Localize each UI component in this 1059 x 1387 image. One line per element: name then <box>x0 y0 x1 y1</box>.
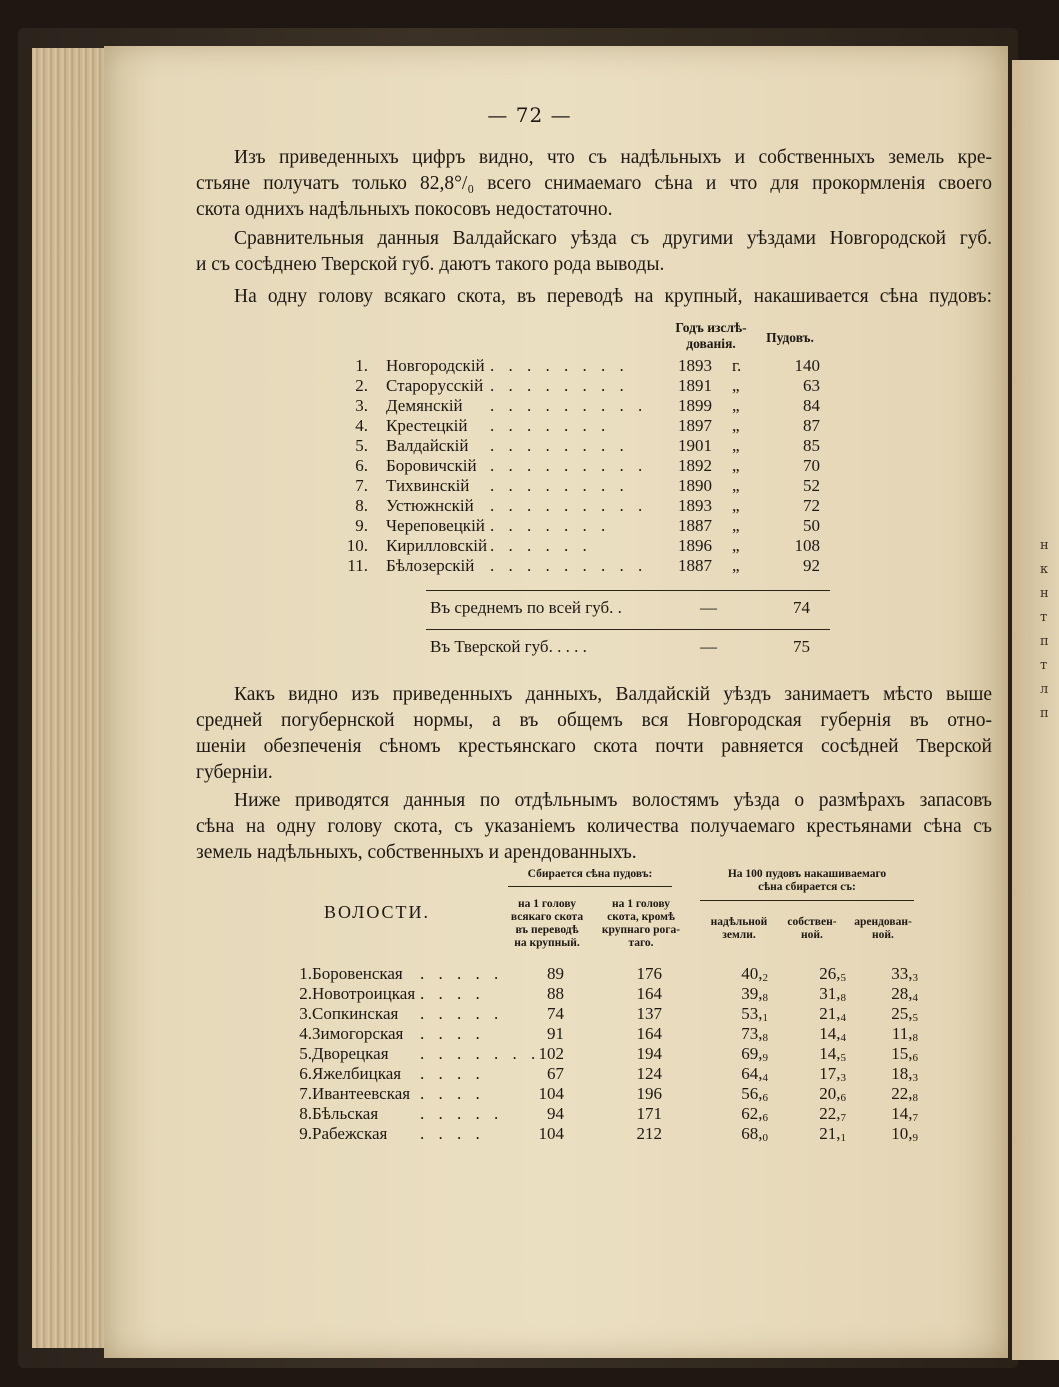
row-number: 2. <box>355 376 368 395</box>
decimal-comma: , <box>758 1004 763 1023</box>
rented-land-share-integer: 28 <box>891 984 909 1003</box>
district-name: Бѣлозерскій <box>386 556 475 575</box>
own-land-share-integer: 31 <box>819 984 837 1003</box>
district-name: Новгородскій <box>386 356 485 375</box>
year-mark: „ <box>732 516 740 535</box>
facing-page-letter: н <box>1040 586 1049 601</box>
volost-name: Бѣльская <box>312 1104 379 1123</box>
facing-page-letter: к <box>1040 562 1049 577</box>
allotment-land-share <box>722 1064 768 1084</box>
row-number: 4. <box>355 416 368 435</box>
year-mark: „ <box>732 376 740 395</box>
rented-land-share <box>872 964 918 984</box>
survey-year: 1901 <box>678 436 712 455</box>
paragraph-5-line: земель надѣльныхъ, собственныхъ и арендованныхъ. <box>196 842 637 863</box>
own-land-share <box>800 1104 846 1124</box>
leader-dots: . . . . <box>420 1124 485 1143</box>
leader-dots: . . . . <box>420 1084 485 1103</box>
hay-per-head: 67 <box>547 1064 564 1083</box>
table1-row <box>340 356 820 376</box>
allotment-land-share-integer: 69 <box>741 1044 759 1063</box>
row-number: 1. <box>355 356 368 375</box>
table1-average-value: 74 <box>793 598 810 617</box>
decimal-comma: , <box>908 1024 913 1043</box>
decimal-comma: , <box>908 964 913 983</box>
own-land-share-integer: 14 <box>819 1024 837 1043</box>
table2-row <box>276 1104 916 1124</box>
table1-header-year: Годъ изслѣ- дованія. <box>675 320 747 351</box>
table2-group2-rule <box>700 900 914 901</box>
decimal-comma: , <box>758 1104 763 1123</box>
survey-year: 1896 <box>678 536 712 555</box>
allotment-land-share-integer: 62 <box>741 1104 759 1123</box>
row-number: 4. <box>299 1024 312 1043</box>
allotment-land-share-decimal: 2 <box>762 972 768 984</box>
district-name: Тихвинскій <box>386 476 470 495</box>
paragraph-4-line: губерніи. <box>196 762 273 783</box>
district-name: Устюжнскій <box>386 496 474 515</box>
table1-header-value: Пудовъ. <box>766 330 814 345</box>
hay-per-head: 102 <box>538 1044 564 1063</box>
own-land-share-integer: 20 <box>819 1084 837 1103</box>
district-name: Демянскій <box>386 396 463 415</box>
table2-row <box>276 1044 916 1064</box>
table2-row <box>276 1024 916 1044</box>
hay-poods: 84 <box>803 396 820 415</box>
paragraph-2 <box>196 226 992 278</box>
allotment-land-share <box>722 1124 768 1144</box>
own-land-share-decimal: 5 <box>840 972 846 984</box>
own-land-share <box>800 1004 846 1024</box>
table2-group1-header: Сбирается сѣна пудовъ: <box>527 868 653 880</box>
table2-row <box>276 1004 916 1024</box>
table2-group2-header: На 100 пудовъ накашиваемаго сѣна сбирается съ: <box>727 868 887 893</box>
allotment-land-share-decimal: 8 <box>762 992 768 1004</box>
decimal-comma: , <box>758 1064 763 1083</box>
table2-title: ВОЛОСТИ. <box>324 902 431 922</box>
allotment-land-share-integer: 39 <box>741 984 759 1003</box>
rented-land-share <box>872 1104 918 1124</box>
rented-land-share-decimal: 3 <box>912 972 918 984</box>
own-land-share-integer: 22 <box>819 1104 837 1123</box>
row-number: 9. <box>299 1124 312 1143</box>
decimal-comma: , <box>836 964 841 983</box>
own-land-share <box>800 1084 846 1104</box>
table1-tver-dash: — <box>700 637 717 656</box>
hay-per-head-excl-cattle: 176 <box>636 964 662 983</box>
decimal-comma: , <box>758 1024 763 1043</box>
table1-row <box>340 536 820 556</box>
facing-page-letter: н <box>1040 538 1049 553</box>
table2-col4-header: собствен- ной. <box>787 916 837 941</box>
own-land-share <box>800 964 846 984</box>
hay-per-head: 94 <box>547 1104 564 1123</box>
rented-land-share <box>872 1064 918 1084</box>
decimal-comma: , <box>836 1104 841 1123</box>
survey-year: 1890 <box>678 476 712 495</box>
rented-land-share <box>872 1124 918 1144</box>
own-land-share-decimal: 7 <box>840 1112 846 1124</box>
allotment-land-share-integer: 64 <box>741 1064 759 1083</box>
rented-land-share-integer: 22 <box>891 1084 909 1103</box>
table1-rule <box>426 590 830 591</box>
leader-dots: . . . . . . . . . <box>490 396 648 415</box>
own-land-share-decimal: 3 <box>840 1072 846 1084</box>
allotment-land-share-integer: 40 <box>741 964 759 983</box>
own-land-share <box>800 1064 846 1084</box>
own-land-share-integer: 26 <box>819 964 837 983</box>
table1-row <box>340 456 820 476</box>
paragraph-4-line: средней погубернской нормы, а въ общемъ вся Новгородская губернія въ отно- <box>196 710 992 731</box>
district-name: Валдайскій <box>386 436 469 455</box>
rented-land-share-integer: 18 <box>891 1064 909 1083</box>
rented-land-share-decimal: 6 <box>912 1052 918 1064</box>
decimal-comma: , <box>908 984 913 1003</box>
hay-poods: 72 <box>803 496 820 515</box>
allotment-land-share-integer: 56 <box>741 1084 759 1103</box>
volost-name: Рабежская <box>312 1124 388 1143</box>
year-mark: „ <box>732 456 740 475</box>
allotment-land-share-decimal: 0 <box>762 1132 768 1144</box>
table2-row <box>276 1064 916 1084</box>
leader-dots: . . . . <box>420 1024 485 1043</box>
paragraph-3 <box>196 284 992 310</box>
table1-row <box>340 376 820 396</box>
table1-row <box>340 556 820 576</box>
survey-year: 1892 <box>678 456 712 475</box>
hay-per-head: 91 <box>547 1024 564 1043</box>
hay-poods: 92 <box>803 556 820 575</box>
table2-col3-header: надѣльной земли. <box>710 916 768 941</box>
survey-year: 1899 <box>678 396 712 415</box>
table1-average-label: Въ среднемъ по всей губ. . <box>430 598 622 617</box>
paragraph-4 <box>196 682 992 786</box>
own-land-share <box>800 1124 846 1144</box>
leader-dots: . . . . . . . . <box>490 436 629 455</box>
hay-per-head-excl-cattle: 124 <box>636 1064 662 1083</box>
allotment-land-share-decimal: 9 <box>762 1052 768 1064</box>
paragraph-4-line: шеніи обезпеченія сѣномъ крестьянскаго скота почти равняется сосѣдней Тверской <box>196 736 992 757</box>
decimal-comma: , <box>836 1024 841 1043</box>
hay-per-head-excl-cattle: 164 <box>636 984 662 1003</box>
year-mark: „ <box>732 476 740 495</box>
paragraph-1-line: скота однихъ надѣльныхъ покосовъ недостаточно. <box>196 199 613 220</box>
table2-row <box>276 964 916 984</box>
rented-land-share-integer: 11 <box>891 1024 909 1043</box>
rented-land-share-decimal: 5 <box>912 1012 918 1024</box>
decimal-comma: , <box>836 1064 841 1083</box>
decimal-comma: , <box>836 1084 841 1103</box>
decimal-comma: , <box>908 1044 913 1063</box>
survey-year: 1897 <box>678 416 712 435</box>
allotment-land-share-decimal: 4 <box>762 1072 768 1084</box>
hay-poods: 52 <box>803 476 820 495</box>
row-number: 6. <box>355 456 368 475</box>
leader-dots: . . . . . . . <box>490 416 611 435</box>
own-land-share <box>800 984 846 1004</box>
decimal-comma: , <box>908 1104 913 1123</box>
own-land-share-decimal: 6 <box>840 1092 846 1104</box>
hay-per-head: 104 <box>538 1124 564 1143</box>
own-land-share-decimal: 1 <box>840 1132 846 1144</box>
page-number: — 72 — <box>487 103 572 127</box>
year-mark: „ <box>732 396 740 415</box>
paragraph-5-line: Ниже приводятся данныя по отдѣльнымъ волостямъ уѣзда о размѣрахъ запасовъ <box>234 790 992 811</box>
decimal-comma: , <box>836 1124 841 1143</box>
rented-land-share-integer: 10 <box>891 1124 909 1143</box>
leader-dots: . . . . . . . <box>420 1044 541 1063</box>
allotment-land-share <box>722 984 768 1004</box>
own-land-share-decimal: 4 <box>840 1032 846 1044</box>
allotment-land-share-decimal: 6 <box>762 1112 768 1124</box>
table1-row <box>340 416 820 436</box>
table1-row <box>340 436 820 456</box>
survey-year: 1887 <box>678 516 712 535</box>
rented-land-share-integer: 15 <box>891 1044 909 1063</box>
rented-land-share-decimal: 9 <box>912 1132 918 1144</box>
own-land-share-integer: 21 <box>819 1124 837 1143</box>
allotment-land-share <box>722 964 768 984</box>
allotment-land-share-integer: 68 <box>741 1124 759 1143</box>
rented-land-share-integer: 14 <box>891 1104 909 1123</box>
own-land-share-integer: 21 <box>819 1004 837 1023</box>
hay-per-head: 74 <box>547 1004 564 1023</box>
row-number: 7. <box>299 1084 312 1103</box>
table2-col2-header: на 1 голову скота, кромѣ крупнаго рога- таго. <box>601 898 681 949</box>
volost-name: Дворецкая <box>312 1044 389 1063</box>
year-mark: „ <box>732 416 740 435</box>
row-number: 3. <box>299 1004 312 1023</box>
volost-name: Зимогорская <box>312 1024 404 1043</box>
decimal-comma: , <box>908 1124 913 1143</box>
allotment-land-share <box>722 1044 768 1064</box>
hay-per-head-excl-cattle: 212 <box>636 1124 662 1143</box>
rented-land-share-decimal: 8 <box>912 1092 918 1104</box>
table2-row <box>276 1084 916 1104</box>
decimal-comma: , <box>836 984 841 1003</box>
rented-land-share-decimal: 8 <box>912 1032 918 1044</box>
decimal-comma: , <box>836 1044 841 1063</box>
hay-per-head-excl-cattle: 171 <box>636 1104 662 1123</box>
row-number: 5. <box>299 1044 312 1063</box>
paragraph-1-line: Изъ приведенныхъ цифръ видно, что съ надѣльныхъ и собственныхъ земель кре- <box>234 147 992 168</box>
table2-row <box>276 984 916 1004</box>
allotment-land-share <box>722 1004 768 1024</box>
paragraph-1-line: стьяне получатъ только 82,8°/₀ всего снимаемаго сѣна и что для прокормленія своего <box>196 173 992 194</box>
own-land-share-decimal: 8 <box>840 992 846 1004</box>
page-stack <box>32 48 112 1348</box>
table2-group1-rule <box>508 886 672 887</box>
row-number: 2. <box>299 984 312 1003</box>
table1-row <box>340 496 820 516</box>
allotment-land-share-decimal: 8 <box>762 1032 768 1044</box>
allotment-land-share <box>722 1104 768 1124</box>
district-name: Старорусскій <box>386 376 484 395</box>
year-mark: г. <box>732 356 742 375</box>
decimal-comma: , <box>908 1004 913 1023</box>
table1-rule <box>426 629 830 630</box>
hay-per-head-excl-cattle: 137 <box>636 1004 662 1023</box>
survey-year: 1893 <box>678 496 712 515</box>
own-land-share <box>800 1024 846 1044</box>
row-number: 8. <box>355 496 368 515</box>
own-land-share-integer: 14 <box>819 1044 837 1063</box>
rented-land-share-decimal: 7 <box>912 1112 918 1124</box>
volost-name: Сопкинская <box>312 1004 399 1023</box>
rented-land-share-decimal: 3 <box>912 1072 918 1084</box>
decimal-comma: , <box>836 1004 841 1023</box>
rented-land-share <box>872 984 918 1004</box>
row-number: 9. <box>355 516 368 535</box>
allotment-land-share-decimal: 1 <box>762 1012 768 1024</box>
survey-year: 1891 <box>678 376 712 395</box>
row-number: 5. <box>355 436 368 455</box>
row-number: 6. <box>299 1064 312 1083</box>
paragraph-3-line: На одну голову всякаго скота, въ переводѣ на крупный, накашивается сѣна пудовъ: <box>234 286 992 307</box>
rented-land-share <box>872 1044 918 1064</box>
hay-per-head-excl-cattle: 196 <box>636 1084 662 1103</box>
hay-per-head-excl-cattle: 194 <box>636 1044 662 1063</box>
rented-land-share <box>872 1024 918 1044</box>
volost-name: Новотроицкая <box>312 984 416 1003</box>
leader-dots: . . . . <box>420 984 485 1003</box>
leader-dots: . . . . . . . . <box>490 376 629 395</box>
hay-poods: 85 <box>803 436 820 455</box>
own-land-share-decimal: 5 <box>840 1052 846 1064</box>
decimal-comma: , <box>758 1084 763 1103</box>
table1-row <box>340 476 820 496</box>
own-land-share <box>800 1044 846 1064</box>
leader-dots: . . . . . . . . <box>490 356 629 375</box>
hay-poods: 63 <box>803 376 820 395</box>
year-mark: „ <box>732 536 740 555</box>
survey-year: 1887 <box>678 556 712 575</box>
paragraph-2-line: и съ сосѣднею Тверской губ. даютъ такого рода выводы. <box>196 254 665 275</box>
year-mark: „ <box>732 556 740 575</box>
allotment-land-share-decimal: 6 <box>762 1092 768 1104</box>
paragraph-5 <box>196 788 992 866</box>
rented-land-share-integer: 25 <box>891 1004 909 1023</box>
hay-per-head-excl-cattle: 164 <box>636 1024 662 1043</box>
row-number: 3. <box>355 396 368 415</box>
row-number: 8. <box>299 1104 312 1123</box>
paragraph-5-line: сѣна на одну голову скота, съ указаніемъ количества получаемаго крестьянами сѣна съ <box>196 816 992 837</box>
decimal-comma: , <box>908 1064 913 1083</box>
facing-page-letter: л <box>1040 682 1049 697</box>
facing-page-letter: т <box>1040 658 1048 673</box>
table1-row <box>340 516 820 536</box>
leader-dots: . . . . . . <box>490 536 592 555</box>
paragraph-1 <box>196 145 992 223</box>
hay-poods: 50 <box>803 516 820 535</box>
paragraph-2-line: Сравнительныя данныя Валдайскаго уѣзда съ другими уѣздами Новгородской губ. <box>234 228 992 249</box>
table1-tver-value: 75 <box>793 637 810 656</box>
paragraph-4-line: Какъ видно изъ приведенныхъ данныхъ, Валдайскій уѣздъ занимаетъ мѣсто выше <box>234 684 992 705</box>
leader-dots: . . . . . . . . . <box>490 496 648 515</box>
rented-land-share-integer: 33 <box>891 964 909 983</box>
facing-page-letter: т <box>1040 610 1048 625</box>
table2-row <box>276 1124 916 1144</box>
rented-land-share <box>872 1004 918 1024</box>
allotment-land-share <box>722 1024 768 1044</box>
hay-poods: 87 <box>803 416 820 435</box>
row-number: 11. <box>347 556 368 575</box>
facing-page-letter: п <box>1040 706 1049 721</box>
table1-average-dash: — <box>700 598 717 617</box>
rented-land-share-decimal: 4 <box>912 992 918 1004</box>
year-mark: „ <box>732 436 740 455</box>
district-name: Кирилловскій <box>386 536 488 555</box>
table1-row <box>340 396 820 416</box>
volost-name: Яжелбицкая <box>312 1064 402 1083</box>
leader-dots: . . . . . <box>420 1104 504 1123</box>
leader-dots: . . . . . . . . . <box>490 556 648 575</box>
leader-dots: . . . . . . . <box>490 516 611 535</box>
allotment-land-share <box>722 1084 768 1104</box>
table2-col1-header: на 1 голову всякаго скота въ переводѣ на крупный. <box>510 898 584 949</box>
decimal-comma: , <box>758 964 763 983</box>
volost-name: Ивантеевская <box>312 1084 411 1103</box>
table2-col5-header: арендован- ной. <box>854 916 912 941</box>
survey-year: 1893 <box>678 356 712 375</box>
decimal-comma: , <box>758 984 763 1003</box>
row-number: 10. <box>346 536 368 555</box>
district-name: Крестецкій <box>386 416 468 435</box>
hay-poods: 70 <box>803 456 820 475</box>
row-number: 7. <box>355 476 368 495</box>
decimal-comma: , <box>758 1044 763 1063</box>
allotment-land-share-integer: 53 <box>741 1004 759 1023</box>
decimal-comma: , <box>908 1084 913 1103</box>
hay-poods: 108 <box>794 536 820 555</box>
district-name: Череповецкій <box>386 516 485 535</box>
own-land-share-decimal: 4 <box>840 1012 846 1024</box>
row-number: 1. <box>299 964 312 983</box>
hay-per-head: 89 <box>547 964 564 983</box>
allotment-land-share-integer: 73 <box>741 1024 759 1043</box>
year-mark: „ <box>732 496 740 515</box>
own-land-share-integer: 17 <box>819 1064 837 1083</box>
decimal-comma: , <box>758 1124 763 1143</box>
facing-page-edge <box>1012 60 1059 1360</box>
leader-dots: . . . . . . . . <box>490 476 629 495</box>
district-name: Боровичскій <box>386 456 477 475</box>
rented-land-share <box>872 1084 918 1104</box>
hay-per-head: 88 <box>547 984 564 1003</box>
table1-tver-label: Въ Тверской губ. . . . . <box>430 637 587 656</box>
volost-name: Боровенская <box>312 964 403 983</box>
leader-dots: . . . . . <box>420 1004 504 1023</box>
facing-page-letter: п <box>1040 634 1049 649</box>
hay-per-head: 104 <box>538 1084 564 1103</box>
hay-poods: 140 <box>794 356 820 375</box>
leader-dots: . . . . <box>420 1064 485 1083</box>
leader-dots: . . . . . <box>420 964 504 983</box>
leader-dots: . . . . . . . . . <box>490 456 648 475</box>
